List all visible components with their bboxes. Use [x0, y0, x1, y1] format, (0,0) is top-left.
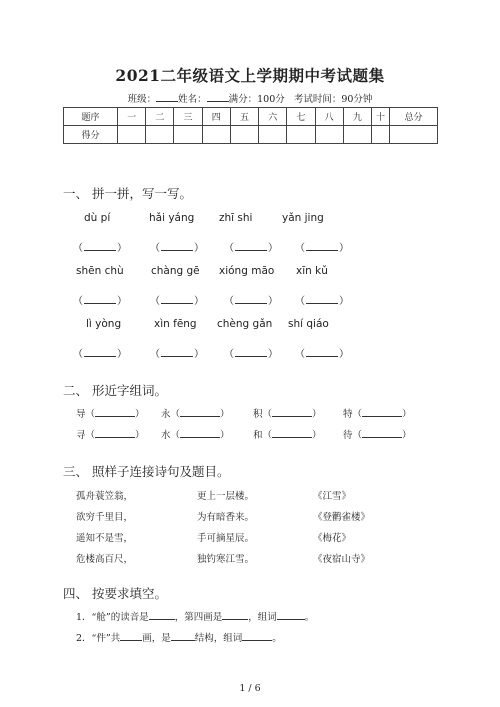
score-table-header-row: [64, 108, 438, 126]
answer-parentheses[interactable]: （ ）: [73, 349, 127, 360]
page-number: 1 / 6: [239, 683, 261, 694]
pinyin-item: hǎi yáng: [149, 212, 195, 224]
word-item[interactable]: 待（ ）: [343, 430, 412, 441]
score-cell[interactable]: [259, 126, 287, 144]
poem-line-left[interactable]: 孤舟蓑笠翁，: [76, 491, 134, 502]
answer-parentheses[interactable]: （ ）: [73, 296, 127, 307]
pinyin-item: shí qiáo: [288, 318, 329, 330]
score-header-cell: 九: [343, 108, 371, 126]
score-cell[interactable]: [287, 126, 315, 144]
pinyin-item: zhī shi: [219, 212, 253, 224]
word-item[interactable]: 积（ ）: [253, 409, 322, 420]
answer-parentheses[interactable]: （ ）: [73, 243, 127, 254]
score-header-cell: 一: [118, 108, 146, 126]
score-header-cell: 二: [146, 108, 174, 126]
score-header-cell: 四: [202, 108, 230, 126]
word-item[interactable]: 和（ ）: [253, 430, 322, 441]
exam-info-line: [0, 91, 500, 105]
score-cell[interactable]: [315, 126, 343, 144]
word-item[interactable]: 寻（ ）: [76, 430, 145, 441]
poem-line-right[interactable]: 手可摘星辰。: [197, 533, 255, 544]
score-header-cell: 十: [372, 108, 390, 126]
score-header-cell: 八: [315, 108, 343, 126]
answer-parentheses[interactable]: （ ）: [295, 296, 349, 307]
score-table: [63, 107, 438, 144]
fill-question-1[interactable]: 1．“舱”的读音是 ，第四画是 ，组词 。: [76, 612, 315, 623]
answer-parentheses[interactable]: （ ）: [224, 296, 278, 307]
score-header-cell: 五: [230, 108, 258, 126]
pinyin-item: chèng gǎn: [217, 318, 273, 330]
poem-line-right[interactable]: 更上一层楼。: [197, 491, 255, 502]
page-title: 2021二年级语文上学期期中考试题集: [115, 66, 385, 85]
name-label: 姓名：: [178, 94, 207, 105]
answer-parentheses[interactable]: （ ）: [150, 349, 204, 360]
pinyin-item: chàng gē: [151, 265, 200, 277]
pinyin-item: xīn kǔ: [296, 265, 328, 277]
class-blank: [156, 92, 178, 102]
score-cell[interactable]: [343, 126, 371, 144]
section-1-heading: 一、 拼一拼，写一写。: [63, 186, 192, 201]
word-item[interactable]: 导（ ）: [76, 409, 145, 420]
poem-title[interactable]: 《夜宿山寺》: [313, 554, 371, 565]
poem-line-left[interactable]: 欲穷千里目，: [76, 512, 134, 523]
poem-title[interactable]: 《登鹳雀楼》: [313, 512, 371, 523]
poem-title[interactable]: 《江雪》: [313, 491, 352, 502]
pinyin-item: yǎn jing: [282, 212, 324, 224]
poem-line-left[interactable]: 危楼高百尺，: [76, 554, 134, 565]
score-header-cell: 六: [259, 108, 287, 126]
pinyin-item: lì yòng: [86, 318, 122, 330]
score-cell[interactable]: [146, 126, 174, 144]
score-cell[interactable]: [390, 126, 438, 144]
poem-title[interactable]: 《梅花》: [313, 533, 352, 544]
score-cell[interactable]: [174, 126, 202, 144]
answer-parentheses[interactable]: （ ）: [150, 296, 204, 307]
score-cell[interactable]: [372, 126, 390, 144]
pinyin-item: xióng māo: [219, 265, 275, 277]
answer-parentheses[interactable]: （ ）: [150, 243, 204, 254]
section-2-heading: 二、 形近字组词。: [63, 383, 167, 398]
score-header-cell: 总分: [390, 108, 438, 126]
poem-line-right[interactable]: 独钓寒江雪。: [197, 554, 255, 565]
score-cell[interactable]: [118, 126, 146, 144]
answer-parentheses[interactable]: （ ）: [295, 349, 349, 360]
full-score: 满分：100分: [228, 94, 285, 105]
poem-line-left[interactable]: 遥知不是雪，: [76, 533, 134, 544]
exam-time: 考试时间：90分钟: [293, 94, 373, 105]
word-item[interactable]: 水（ ）: [161, 430, 230, 441]
score-row-label: 得分: [64, 126, 118, 144]
name-blank: [207, 92, 229, 102]
poem-line-right[interactable]: 为有暗香来。: [197, 512, 255, 523]
score-header-cell: 三: [174, 108, 202, 126]
score-cell[interactable]: [230, 126, 258, 144]
fill-question-2[interactable]: 2．“件”共 画，是 结构，组词 。: [76, 633, 282, 644]
answer-parentheses[interactable]: （ ）: [295, 243, 349, 254]
pinyin-item: dù pí: [84, 212, 111, 224]
score-cell[interactable]: [202, 126, 230, 144]
section-4-heading: 四、 按要求填空。: [63, 586, 167, 601]
score-table-score-row: [64, 126, 438, 144]
class-label: 班级：: [127, 94, 157, 105]
section-3-heading: 三、 照样子连接诗句及题目。: [63, 464, 230, 479]
answer-parentheses[interactable]: （ ）: [224, 243, 278, 254]
answer-parentheses[interactable]: （ ）: [224, 349, 278, 360]
pinyin-item: shēn chù: [76, 265, 124, 277]
score-header-cell: 七: [287, 108, 315, 126]
word-item[interactable]: 特（ ）: [343, 409, 412, 420]
pinyin-item: xìn fēng: [154, 318, 197, 330]
word-item[interactable]: 永（ ）: [161, 409, 230, 420]
score-header-cell: 题序: [64, 108, 118, 126]
